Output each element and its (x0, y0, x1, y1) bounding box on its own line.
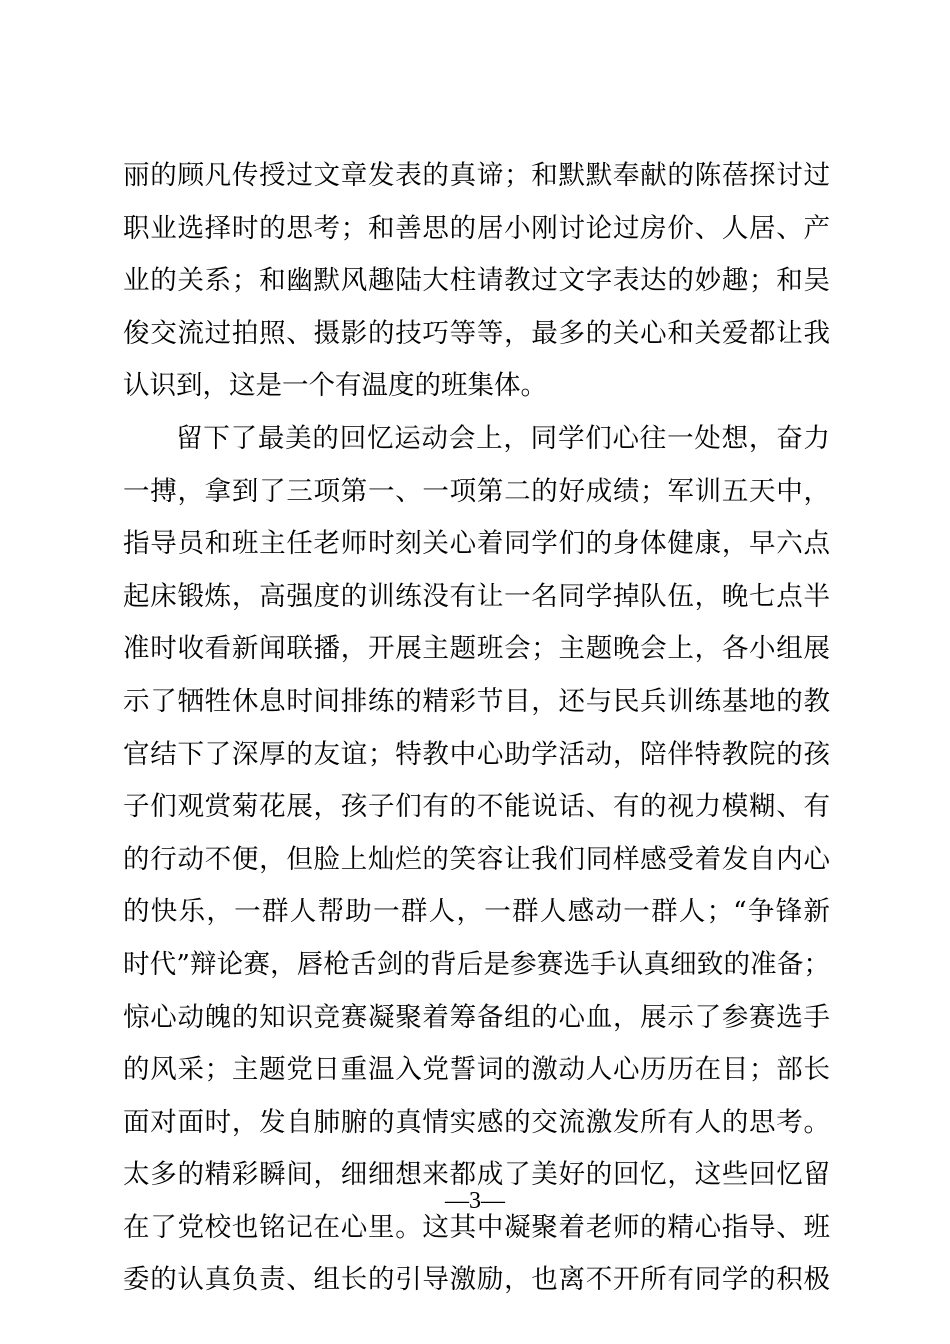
paragraph-1 (123, 150, 830, 413)
text-line: 的快乐，一群人帮助一群人，一群人感动一群人；“争锋新 (123, 896, 830, 928)
text-line: 起床锻炼，高强度的训练没有让一名同学掉队伍，晚七点半 (123, 580, 830, 612)
text-line: 丽的顾凡传授过文章发表的真谛；和默默奉献的陈蓓探讨过 (123, 160, 830, 191)
paragraph-2 (123, 413, 830, 1307)
text-line: 指导员和班主任老师时刻关心着同学们的身体健康，早六点 (123, 528, 830, 560)
page-number: —3— (445, 1188, 505, 1214)
text-line: 示了牺牲休息时间排练的精彩节目，还与民兵训练基地的教 (123, 685, 830, 717)
text-line: 留下了最美的回忆运动会上，同学们心往一处想，奋力 (176, 422, 830, 454)
text-line: 俊交流过拍照、摄影的技巧等等，最多的关心和关爱都让我 (123, 317, 830, 349)
text-line: 业的关系；和幽默风趣陆大柱请教过文字表达的妙趣；和吴 (123, 265, 830, 297)
text-line: 准时收看新闻联播，开展主题班会；主题晚会上，各小组展 (123, 633, 830, 665)
text-line: 在了党校也铭记在心里。这其中凝聚着老师的精心指导、班 (123, 1211, 830, 1243)
text-line: 认识到，这是一个有温度的班集体。 (123, 370, 547, 402)
text-line: 职业选择时的思考；和善思的居小刚讨论过房价、人居、产 (123, 212, 830, 244)
text-line: 的行动不便，但脸上灿烂的笑容让我们同样感受着发自内心 (123, 843, 830, 875)
body-text (123, 150, 830, 1307)
text-line: 的风采；主题党日重温入党誓词的激动人心历历在目；部长 (123, 1054, 830, 1086)
text-line: 一搏，拿到了三项第一、一项第二的好成绩；军训五天中， (123, 475, 830, 507)
text-line: 时代”辩论赛，唇枪舌剑的背后是参赛选手认真细致的准备； (123, 948, 830, 980)
text-line: 子们观赏菊花展，孩子们有的不能说话、有的视力模糊、有 (123, 791, 830, 823)
text-line: 惊心动魄的知识竞赛凝聚着筹备组的心血，展示了参赛选手 (123, 1001, 830, 1033)
text-line: 委的认真负责、组长的引导激励，也离不开所有同学的积极 (123, 1264, 830, 1296)
text-line: 太多的精彩瞬间，细细想来都成了美好的回忆，这些回忆留 (123, 1159, 830, 1191)
text-line: 官结下了深厚的友谊；特教中心助学活动，陪伴特教院的孩 (123, 738, 830, 770)
text-line: 面对面时，发自肺腑的真情实感的交流激发所有人的思考。 (123, 1106, 830, 1138)
